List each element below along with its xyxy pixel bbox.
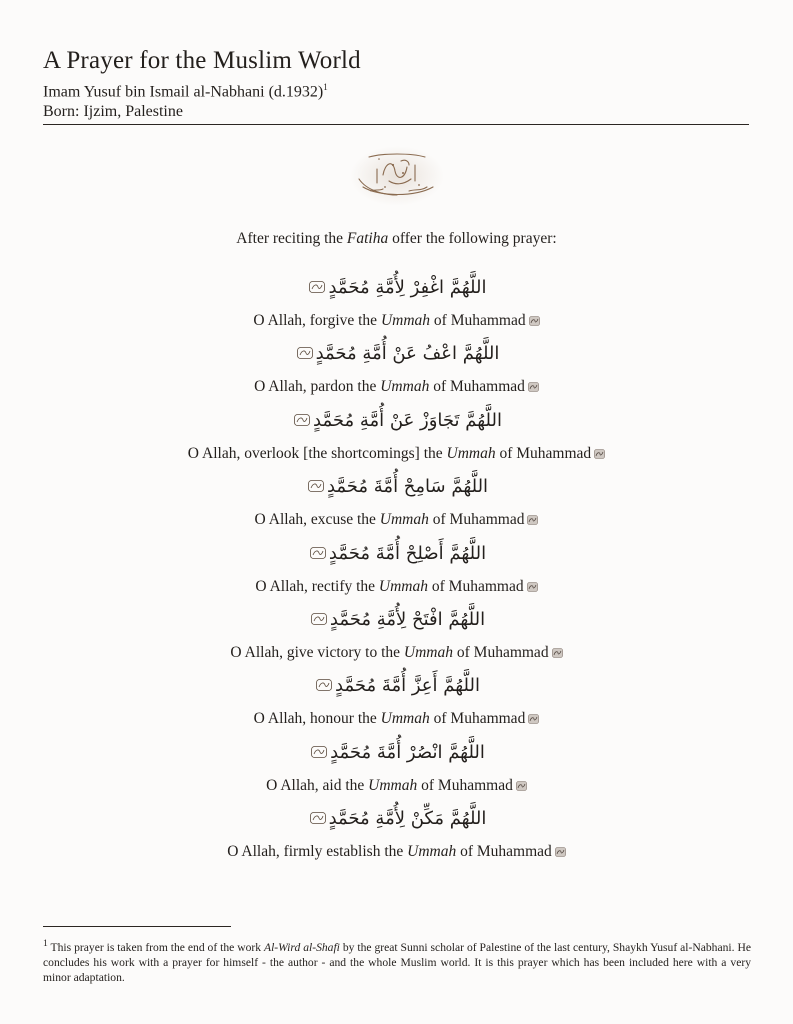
prayer-item <box>0 736 793 802</box>
footnote-divider <box>43 926 231 927</box>
salawat-seal-icon <box>527 515 538 525</box>
footnote: $^1$ This prayer is taken from the end of the work Al-Wird al-Shafi by the great Sunni scholar of Palestine of the last century, Shaykh Yusuf al-Nabhani. He concludes his work with a prayer for himself - the author - and the whole Muslim world. It is this prayer which has been included here with a very minor adaptation. <box>43 938 751 984</box>
salawat-seal-icon <box>294 414 310 426</box>
arabic-supplication: اللَّهُمَّ اغْفِرْ لِأُمَّةِ مُحَمَّدٍ <box>0 271 793 305</box>
english-translation: O Allah, excuse the Ummah of Muhammad <box>0 504 793 536</box>
english-translation: O Allah, honour the Ummah of Muhammad <box>0 703 793 735</box>
english-translation: O Allah, forgive the Ummah of Muhammad <box>0 305 793 337</box>
salawat-seal-icon <box>594 449 605 459</box>
salawat-seal-icon <box>308 480 324 492</box>
salawat-seal-icon <box>297 347 313 359</box>
english-translation: O Allah, overlook [the shortcomings] the Ummah of Muhammad <box>0 438 793 470</box>
salawat-seal-icon <box>528 382 539 392</box>
prayer-list <box>0 271 793 869</box>
english-translation: O Allah, give victory to the Ummah of Muhammad <box>0 637 793 669</box>
english-translation: O Allah, pardon the Ummah of Muhammad <box>0 371 793 403</box>
footnote-marker: 1 <box>43 938 48 949</box>
salawat-seal-icon <box>527 582 538 592</box>
prayer-item <box>0 470 793 536</box>
arabic-supplication: اللَّهُمَّ اعْفُ عَنْ أُمَّةِ مُحَمَّدٍ <box>0 337 793 371</box>
salawat-seal-icon <box>310 547 326 559</box>
ummah-term: Ummah <box>380 710 430 728</box>
arabic-supplication: اللَّهُمَّ افْتَحْ لِأُمَّةِ مُحَمَّدٍ <box>0 603 793 637</box>
arabic-supplication: اللَّهُمَّ سَامِحْ أُمَّةَ مُحَمَّدٍ <box>0 470 793 504</box>
english-translation: O Allah, aid the Ummah of Muhammad <box>0 770 793 802</box>
ummah-term: Ummah <box>368 776 418 794</box>
ummah-term: Ummah <box>379 511 429 529</box>
salawat-seal-icon <box>309 281 325 293</box>
header-divider <box>43 124 749 125</box>
arabic-supplication: اللَّهُمَّ انْصُرْ أُمَّةَ مُحَمَّدٍ <box>0 736 793 770</box>
salawat-seal-icon <box>528 714 539 724</box>
arabic-supplication: اللَّهُمَّ مَكِّنْ لِأُمَّةِ مُحَمَّدٍ <box>0 802 793 836</box>
arabic-supplication: اللَّهُمَّ تَجَاوَزْ عَنْ أُمَّةِ مُحَمَّدٍ <box>0 404 793 438</box>
prayer-item <box>0 802 793 868</box>
salawat-seal-icon <box>555 847 566 857</box>
ummah-term: Ummah <box>446 444 496 462</box>
salawat-seal-icon <box>311 746 327 758</box>
salawat-seal-icon <box>316 679 332 691</box>
fatiha-term: Fatiha <box>346 230 389 247</box>
arabic-supplication: اللَّهُمَّ أَصْلِحْ أُمَّةَ مُحَمَّدٍ <box>0 537 793 571</box>
english-translation: O Allah, rectify the Ummah of Muhammad <box>0 571 793 603</box>
salawat-seal-icon <box>552 648 563 658</box>
author-line <box>43 82 328 101</box>
page-title: A Prayer for the Muslim World <box>43 47 361 74</box>
ummah-term: Ummah <box>403 643 453 661</box>
salawat-seal-icon <box>310 812 326 824</box>
work-title: Al-Wird al-Shafi <box>263 940 340 954</box>
prayer-item <box>0 537 793 603</box>
ummah-term: Ummah <box>380 312 431 329</box>
prayer-item <box>0 603 793 669</box>
calligraphy-emblem-icon <box>349 145 445 207</box>
salawat-seal-icon <box>529 316 540 326</box>
ummah-term: Ummah <box>378 577 429 595</box>
salawat-seal-icon <box>516 781 527 791</box>
footnote-reference[interactable]: 1 <box>323 82 328 92</box>
salawat-seal-icon <box>311 613 327 625</box>
intro-line: After reciting the Fatiha offer the following prayer: <box>236 230 557 247</box>
author-name: Imam Yusuf bin Ismail al-Nabhani (d.1932) <box>43 83 324 101</box>
english-translation: O Allah, firmly establish the Ummah of Muhammad <box>0 836 793 868</box>
prayer-item <box>0 271 793 337</box>
prayer-item <box>0 337 793 403</box>
arabic-supplication: اللَّهُمَّ أَعِزَّ أُمَّةَ مُحَمَّدٍ <box>0 669 793 703</box>
ummah-term: Ummah <box>380 378 430 396</box>
prayer-item <box>0 669 793 735</box>
prayer-item <box>0 404 793 470</box>
ummah-term: Ummah <box>407 843 457 861</box>
birthplace-line: Born: Ijzim, Palestine <box>43 103 183 120</box>
